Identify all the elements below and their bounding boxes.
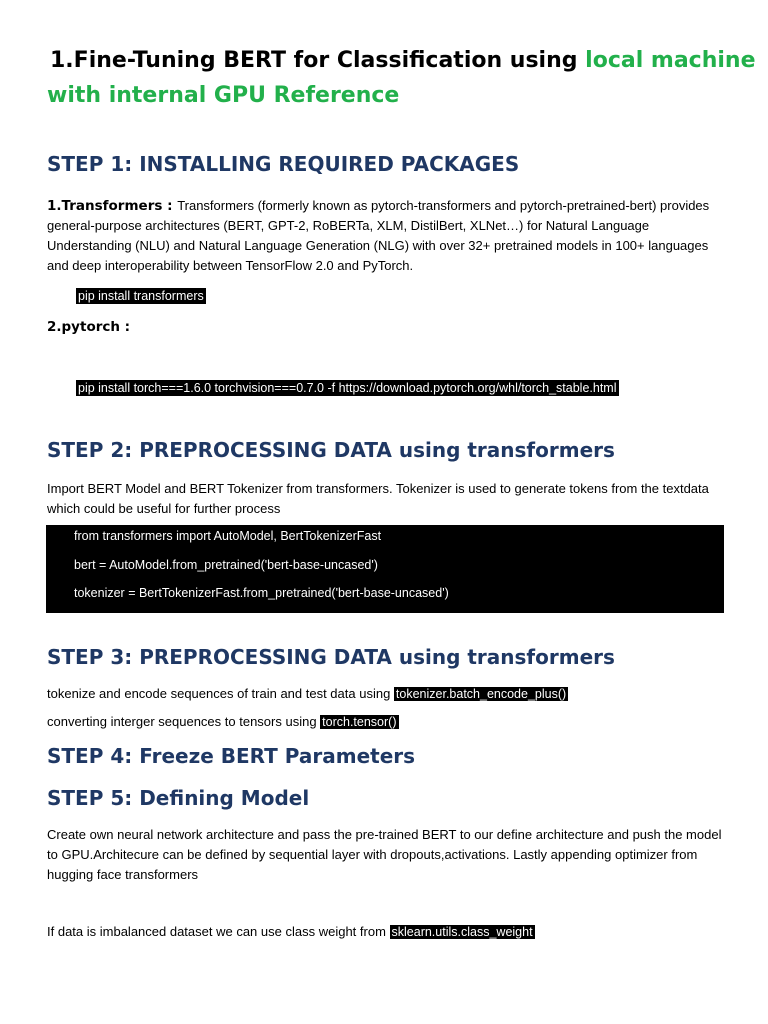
torch-tensor-code: torch.tensor() — [322, 715, 397, 729]
transformers-label: 1.Transformers : — [47, 198, 178, 214]
batch-encode-plus-code: tokenizer.batch_encode_plus() — [395, 687, 567, 701]
step2-heading: STEP 2: PREPROCESSING DATA using transformers — [47, 438, 615, 462]
step3-line1-text: tokenize and encode sequences of train and test data using — [47, 686, 394, 701]
imbalance-line — [47, 922, 535, 942]
transformers-description — [47, 196, 727, 276]
page-title — [47, 43, 756, 113]
title-part-3: with internal GPU Reference — [47, 83, 400, 108]
code-line-import: from transformers import AutoModel, BertTokenizerFast — [74, 529, 382, 543]
step5-heading: STEP 5: Defining Model — [47, 786, 310, 810]
pytorch-label: 2.pytorch : — [47, 319, 131, 335]
code-line-tokenizer: tokenizer = BertTokenizerFast.from_pretrained('bert-base-uncased') — [74, 586, 449, 600]
step1-heading: STEP 1: INSTALLING REQUIRED PACKAGES — [47, 152, 520, 176]
step3-heading: STEP 3: PREPROCESSING DATA using transformers — [47, 645, 615, 669]
title-highlight: local machine — [585, 48, 756, 73]
step3-line-1 — [47, 684, 568, 704]
imbalance-text: If data is imbalanced dataset we can use class weight from — [47, 924, 390, 939]
step3-line2-text: converting interger sequences to tensors using — [47, 714, 321, 729]
step2-description: Import BERT Model and BERT Tokenizer from transformers. Tokenizer is used to generate tokens from the textdata which could be useful for further process — [47, 481, 709, 516]
title-part-1: 1.Fine-Tuning BERT for Classification using — [50, 48, 586, 73]
step5-description: Create own neural network architecture and pass the pre-trained BERT to our define architecture and push the model to GPU.Architecure can be defined by sequential layer with dropouts,activations. Lastly appending optimizer from hugging face transformers — [47, 827, 722, 882]
pip-install-transformers-code: pip install transformers — [78, 289, 204, 303]
pip-install-torch-code: pip install torch===1.6.0 torchvision===0.7.0 -f https://download.pytorch.org/whl/torch_stable.html — [78, 381, 617, 395]
class-weight-code: sklearn.utils.class_weight — [391, 925, 533, 939]
step4-heading: STEP 4: Freeze BERT Parameters — [47, 744, 416, 768]
step3-line-2 — [47, 712, 399, 732]
code-line-bert: bert = AutoModel.from_pretrained('bert-base-uncased') — [74, 558, 378, 572]
step2-code-block — [46, 525, 724, 613]
transformers-desc: Transformers (formerly known as pytorch-transformers and pytorch-pretrained-bert) provides general-purpose architectures (BERT, GPT-2, RoBERTa, XLM, DistilBert, XLNet…) for Natural Language Understanding (NLU) and Natural Language Generation (NLG) with over 32+ pretrained models in 100+ languages and deep interoperability between TensorFlow 2.0 and PyTorch. — [47, 198, 710, 273]
